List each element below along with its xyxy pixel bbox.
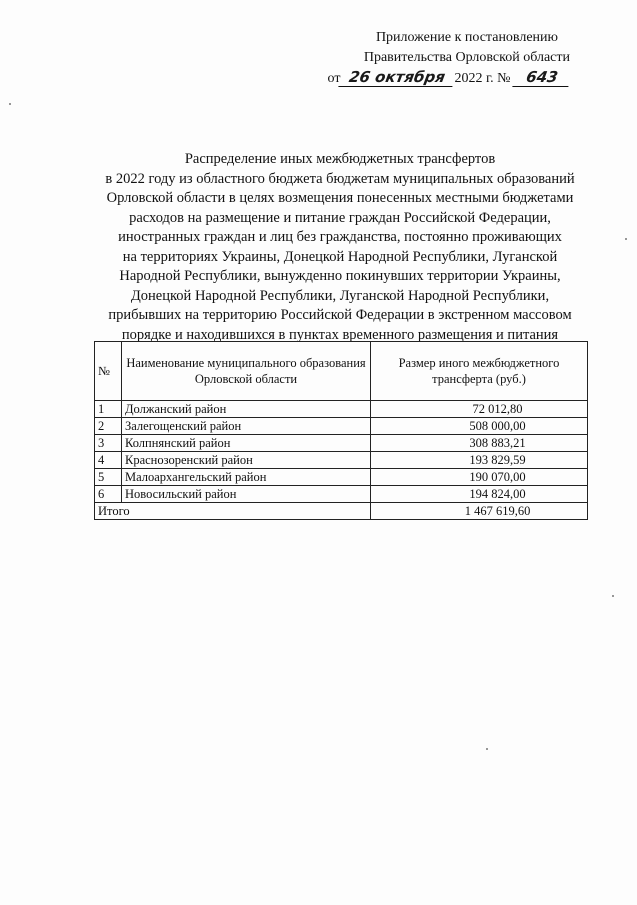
title-line: Донецкой Народной Республики, Луганской Народной Республики, bbox=[130, 287, 550, 304]
total-amount: 1 467 619,60 bbox=[371, 503, 588, 520]
row-amount: 72 012,80 bbox=[371, 401, 588, 418]
row-number: 3 bbox=[95, 435, 122, 452]
title-line: Орловской области в целях возмещения понесенных местными бюджетами bbox=[106, 190, 574, 206]
row-municipality: Залегощенский район bbox=[122, 418, 371, 435]
title-line: на территориях Украины, Донецкой Народной Республики, Луганской bbox=[122, 248, 558, 265]
transfers-table bbox=[94, 341, 588, 520]
table-row bbox=[95, 469, 588, 486]
table-header bbox=[95, 342, 588, 401]
scan-speck bbox=[486, 748, 488, 750]
row-municipality: Краснозоренский район bbox=[122, 452, 371, 469]
row-number: 4 bbox=[95, 452, 122, 469]
appendix-line-2: Правительства Орловской области bbox=[363, 50, 570, 65]
title-line: иностранных граждан и лиц без гражданства, постоянно проживающих bbox=[118, 229, 562, 245]
document-title bbox=[90, 150, 590, 345]
title-line: Распределение иных межбюджетных трансфертов bbox=[184, 151, 496, 167]
table-total-row bbox=[95, 503, 588, 520]
scan-speck bbox=[625, 238, 627, 240]
row-amount: 508 000,00 bbox=[371, 418, 588, 435]
handwritten-number: 643 bbox=[512, 68, 571, 87]
row-municipality: Малоархангельский район bbox=[122, 469, 371, 486]
row-municipality: Должанский район bbox=[122, 401, 371, 418]
row-number: 1 bbox=[95, 401, 122, 418]
row-amount: 194 824,00 bbox=[371, 486, 588, 503]
title-line: расходов на размещение и питание граждан Российской Федерации, bbox=[129, 209, 551, 226]
table-row bbox=[95, 486, 588, 503]
row-number: 5 bbox=[95, 469, 122, 486]
row-amount: 193 829,59 bbox=[371, 452, 588, 469]
row-number: 2 bbox=[95, 418, 122, 435]
row-number: 6 bbox=[95, 486, 122, 503]
title-line: прибывших на территорию Российской Федерации в экстренном массовом bbox=[108, 307, 572, 323]
row-municipality: Колпнянский район bbox=[122, 435, 371, 452]
scan-speck bbox=[612, 595, 614, 597]
date-prefix: от bbox=[327, 71, 341, 86]
header-number: № bbox=[95, 342, 122, 401]
appendix-line-1: Приложение к постановлению bbox=[375, 30, 558, 45]
total-label: Итого bbox=[95, 503, 371, 520]
row-municipality: Новосильский район bbox=[122, 486, 371, 503]
header-amount: Размер иного межбюджетного трансферта (руб.) bbox=[371, 342, 588, 401]
header-municipality: Наименование муниципального образования Орловской области bbox=[122, 342, 371, 401]
scan-speck bbox=[9, 103, 11, 105]
table-row bbox=[95, 452, 588, 469]
title-line: порядке и находившихся в пунктах временного размещения и питания bbox=[121, 326, 559, 343]
table-row bbox=[95, 435, 588, 452]
row-amount: 190 070,00 bbox=[371, 469, 588, 486]
appendix-date-line bbox=[328, 68, 570, 89]
row-amount: 308 883,21 bbox=[371, 435, 588, 452]
year-number-label: 2022 г. № bbox=[454, 71, 511, 86]
table-row bbox=[95, 418, 588, 435]
title-line: Народной Республики, вынужденно покинувших территории Украины, bbox=[119, 268, 561, 284]
handwritten-date: 26 октября bbox=[339, 68, 456, 87]
title-line: в 2022 году из областного бюджета бюджетам муниципальных образований bbox=[105, 170, 575, 187]
table-row bbox=[95, 401, 588, 418]
